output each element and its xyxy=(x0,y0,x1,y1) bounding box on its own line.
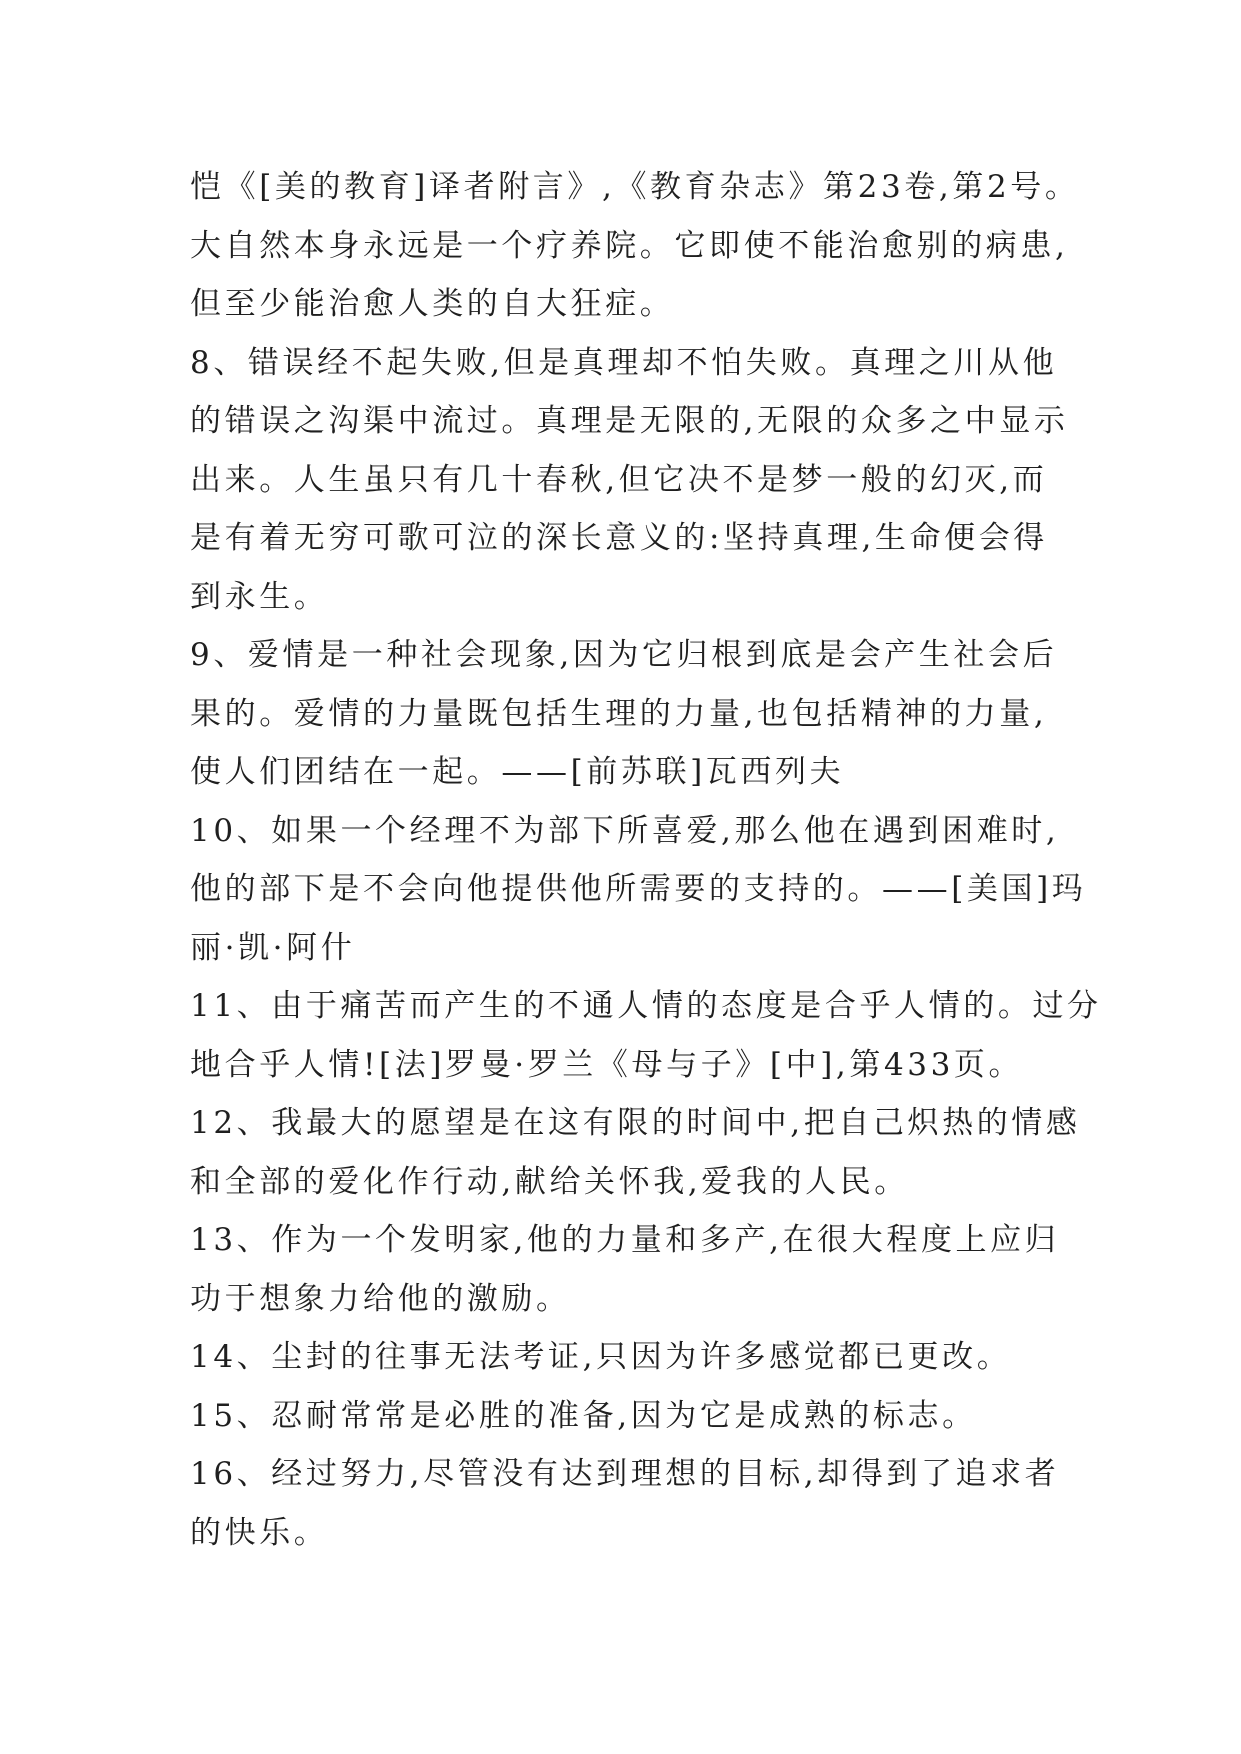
text-line: 的快乐。 xyxy=(190,1514,329,1551)
text-line: 功于想象力给他的激励。 xyxy=(190,1280,571,1317)
text-line: 和全部的爱化作行动,献给关怀我,爱我的人民。 xyxy=(190,1163,909,1200)
text-line: 使人们团结在一起。——[前苏联]瓦西列夫 xyxy=(190,754,845,790)
text-line: 9、爱情是一种社会现象,因为它归根到底是会产生社会后 xyxy=(190,637,1058,673)
text-line: 是有着无穷可歌可泣的深长意义的:坚持真理,生命便会得 xyxy=(190,520,1048,556)
text-line: 12、我最大的愿望是在这有限的时间中,把自己炽热的情感 xyxy=(190,1105,1081,1141)
text-line: 的错误之沟渠中流过。真理是无限的,无限的众多之中显示 xyxy=(190,403,1069,439)
text-line: 出来。人生虽只有几十春秋,但它决不是梦一般的幻灭,而 xyxy=(190,461,1048,498)
body-text xyxy=(190,158,1102,1562)
text-line: 10、如果一个经理不为部下所喜爱,那么他在遇到困难时, xyxy=(190,812,1060,849)
text-line: 15、忍耐常常是必胜的准备,因为它是成熟的标志。 xyxy=(190,1397,977,1434)
text-line: 13、作为一个发明家,他的力量和多产,在很大程度上应归 xyxy=(190,1222,1060,1258)
text-line: 到永生。 xyxy=(190,578,329,615)
text-line: 11、由于痛苦而产生的不通人情的态度是合乎人情的。过分 xyxy=(190,988,1102,1024)
text-line: 他的部下是不会向他提供他所需要的支持的。——[美国]玛 xyxy=(190,871,1087,907)
text-line: 大自然本身永远是一个疗养院。它即使不能治愈别的病患, xyxy=(190,227,1069,264)
text-line: 丽·凯·阿什 xyxy=(190,929,356,966)
text-line: 恺《[美的教育]译者附言》,《教育杂志》第23卷,第2号。 xyxy=(190,169,1080,205)
text-line: 16、经过努力,尽管没有达到理想的目标,却得到了追求者 xyxy=(190,1456,1060,1492)
text-line: 8、错误经不起失败,但是真理却不怕失败。真理之川从他 xyxy=(190,344,1058,381)
text-line: 但至少能治愈人类的自大狂症。 xyxy=(190,286,675,322)
text-line: 地合乎人情![法]罗曼·罗兰《母与子》[中],第433页。 xyxy=(190,1046,1024,1083)
text-line: 果的。爱情的力量既包括生理的力量,也包括精神的力量, xyxy=(190,695,1048,732)
text-line: 14、尘封的往事无法考证,只因为许多感觉都已更改。 xyxy=(190,1339,1012,1375)
